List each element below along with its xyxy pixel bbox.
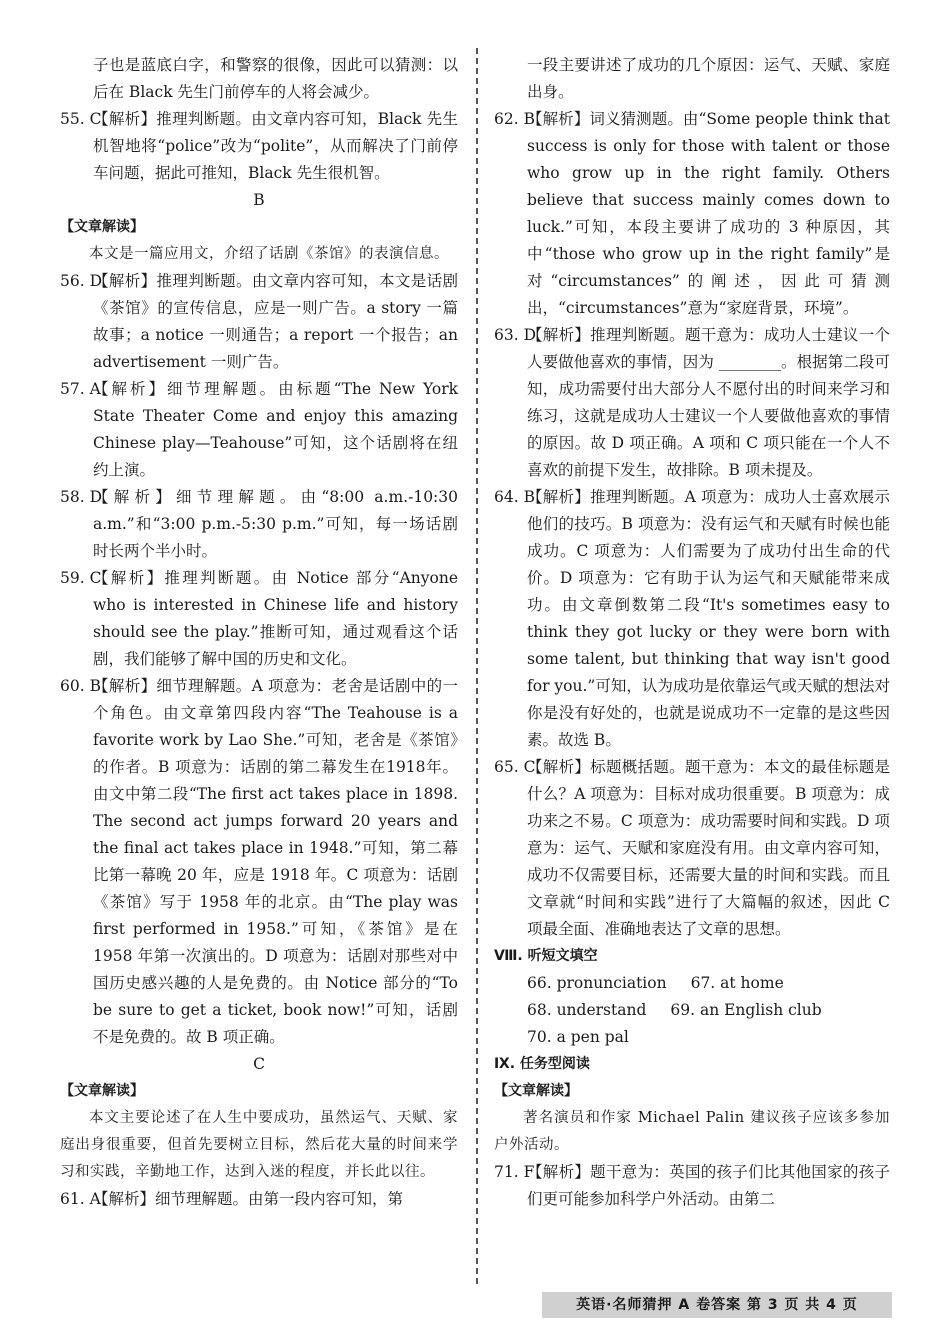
answer-number: 71. F: [494, 1163, 535, 1181]
answer-62: [494, 106, 890, 322]
answer-explanation: 【解析】推理判断题。A 项意为：成功人士喜欢展示他们的技巧。B 项意为：没有运气和天赋有时候也能成功。C 项意为：人们需要为了成功付出生命的代价。D 项意为：它有助于认为运气和天赋能带来成功。由文章倒数第二段“It's sometimes easy to think they got lucky or they were born with some talent, but thinking that way isn't good for you.”可知，认为成功是依靠运气或天赋的想法对你是没有好处的，也就是说成功不一定靠的是这些因素。故选 B。: [527, 488, 890, 749]
answer-number: 59. C: [60, 569, 102, 587]
answer-explanation: 【解析】推理判断题。由 Notice 部分“Anyone who is interested in Chinese life and history should see the play.”推断可知，通过观看这个话剧，我们能够了解中国的历史和文化。: [93, 569, 458, 668]
answer-number: 55. C: [60, 110, 102, 128]
left-column: [60, 52, 458, 1213]
answer-number: 62. B: [494, 110, 535, 128]
column-divider: [476, 48, 478, 1284]
fill-answer: 67. at home: [690, 974, 784, 992]
part-b-heading: B: [253, 191, 265, 209]
answer-line: [494, 1024, 890, 1051]
right-column: [494, 52, 890, 1213]
answer-number: 63. D: [494, 326, 537, 344]
answer-65: [494, 754, 890, 943]
answer-56: [60, 268, 458, 376]
part-c-heading: C: [253, 1055, 265, 1073]
answer-explanation: 【解析】细节理解题。由“8:00 a.m.-10:30 a.m.”和“3:00 p.m.-5:30 p.m.”可知，每一场话剧时长两个半小时。: [93, 488, 458, 560]
answer-60: [60, 673, 458, 1051]
section-heading-listening: Ⅷ. 听短文填空: [494, 948, 598, 964]
article-interpretation-text: 著名演员和作家 Michael Palin 建议孩子应该多参加户外活动。: [494, 1110, 890, 1153]
answer-number: 61. A: [60, 1190, 101, 1208]
fill-answer: 66. pronunciation: [527, 974, 667, 992]
section-heading-task-reading: Ⅸ. 任务型阅读: [494, 1056, 590, 1072]
answer-63: [494, 322, 890, 484]
answer-explanation: 【解析】推理判断题。题干意为：成功人士建议一个人要做他喜欢的事情，因为 ________。根据第二段可知，成功需要付出大部分人不愿付出的时间来学习和练习，这就是成功人士建议一个人要做他喜欢的事情的原因。故 D 项正确。A 项和 C 项只能在一个人不喜欢的前提下发生，故排除。B 项未提及。: [527, 326, 890, 479]
answer-explanation: 【解析】推理判断题。由文章内容可知，本文是话剧《茶馆》的宣传信息，应是一则广告。a story 一篇故事；a notice 一则通告；a report 一个报告；an advertisement 一则广告。: [93, 272, 458, 371]
article-interpretation-header: 【文章解读】: [60, 219, 144, 235]
answer-line: [494, 997, 890, 1024]
answer-61: [60, 1186, 458, 1213]
answer-explanation: 【解析】推理判断题。由文章内容可知，Black 先生机智地将“police”改为“polite”，从而解决了门前停车问题，据此可推知，Black 先生很机智。: [93, 110, 458, 182]
answer-line: [494, 970, 890, 997]
answer-number: 64. B: [494, 488, 535, 506]
fill-answer: 70. a pen pal: [527, 1028, 629, 1046]
answer-number: 56. D: [60, 272, 103, 290]
answer-71: [494, 1159, 890, 1213]
answer-explanation: 【解析】细节理解题。由标题“The New York State Theater Come and enjoy this amazing Chinese play—Teahouse”可知，这个话剧将在纽约上演。: [93, 380, 458, 479]
continued-paragraph: 一段主要讲述了成功的几个原因：运气、天赋、家庭出身。: [527, 56, 890, 101]
article-interpretation-text: 本文主要论述了在人生中要成功，虽然运气、天赋、家庭出身很重要，但首先要树立目标，然后花大量的时间来学习和实践，辛勤地工作，达到入迷的程度，并长此以往。: [60, 1110, 458, 1180]
article-interpretation-header: 【文章解读】: [494, 1083, 578, 1099]
fill-answer: 68. understand: [527, 1001, 647, 1019]
answer-55: [60, 106, 458, 187]
answer-number: 58. D: [60, 488, 103, 506]
answer-explanation: 【解析】细节理解题。由第一段内容可知，第: [93, 1190, 404, 1208]
continued-paragraph: 子也是蓝底白字，和警察的很像，因此可以猜测：以后在 Black 先生门前停车的人将会减少。: [93, 56, 458, 101]
answer-number: 65. C: [494, 758, 536, 776]
page-footer: 英语·名师猜押 A 卷答案 第 3 页 共 4 页: [542, 1292, 892, 1318]
answer-number: 60. B: [60, 677, 101, 695]
answer-59: [60, 565, 458, 673]
answer-explanation: 【解析】题干意为：英国的孩子们比其他国家的孩子们更可能参加科学户外活动。由第二: [527, 1163, 890, 1208]
article-interpretation-header: 【文章解读】: [60, 1083, 144, 1099]
article-interpretation-text: 本文是一篇应用文，介绍了话剧《茶馆》的表演信息。: [89, 246, 449, 262]
answer-explanation: 【解析】词义猜测题。由“Some people think that success is only for those with talent or those who grow up in the right family. Others believe that success mainly comes down to luck.”可知，本段主要讲了成功的 3 种原因，其中“those who grow up in the right family”是对“circumstances”的阐述，因此可猜测出，“circumstances”意为“家庭背景，环境”。: [527, 110, 890, 317]
answer-explanation: 【解析】标题概括题。题干意为：本文的最佳标题是什么？A 项意为：目标对成功很重要。B 项意为：成功来之不易。C 项意为：成功需要时间和实践。D 项意为：运气、天赋和家庭没有用。由文章内容可知，成功不仅需要目标，还需要大量的时间和实践。而且文章就“时间和实践”进行了大篇幅的叙述，因此 C 项最全面、准确地表达了文章的思想。: [527, 758, 890, 938]
answer-57: [60, 376, 458, 484]
answer-explanation: 【解析】细节理解题。A 项意为：老舍是话剧中的一个角色。由文章第四段内容“The Teahouse is a favorite work by Lao She.”可知，老舍是《茶馆》的作者。B 项意为：话剧的第二幕发生在1918年。由文中第二段“The first act takes place in 1898. The second act jumps forward 20 years and the final act takes place in 1948.”可知，第二幕比第一幕晚 20 年，应是 1918 年。C 项意为：话剧《茶馆》写于 1958 年的北京。由“The play was first performed in 1958.”可知，《茶馆》是在 1958 年第一次演出的。D 项意为：话剧对那些对中国历史感兴趣的人是免费的。由 Notice 部分的“To be sure to get a ticket, book now!”可知，话剧不是免费的。故 B 项正确。: [93, 677, 458, 1046]
answer-64: [494, 484, 890, 754]
answer-number: 57. A: [60, 380, 101, 398]
answer-58: [60, 484, 458, 565]
fill-answer: 69. an English club: [670, 1001, 822, 1019]
